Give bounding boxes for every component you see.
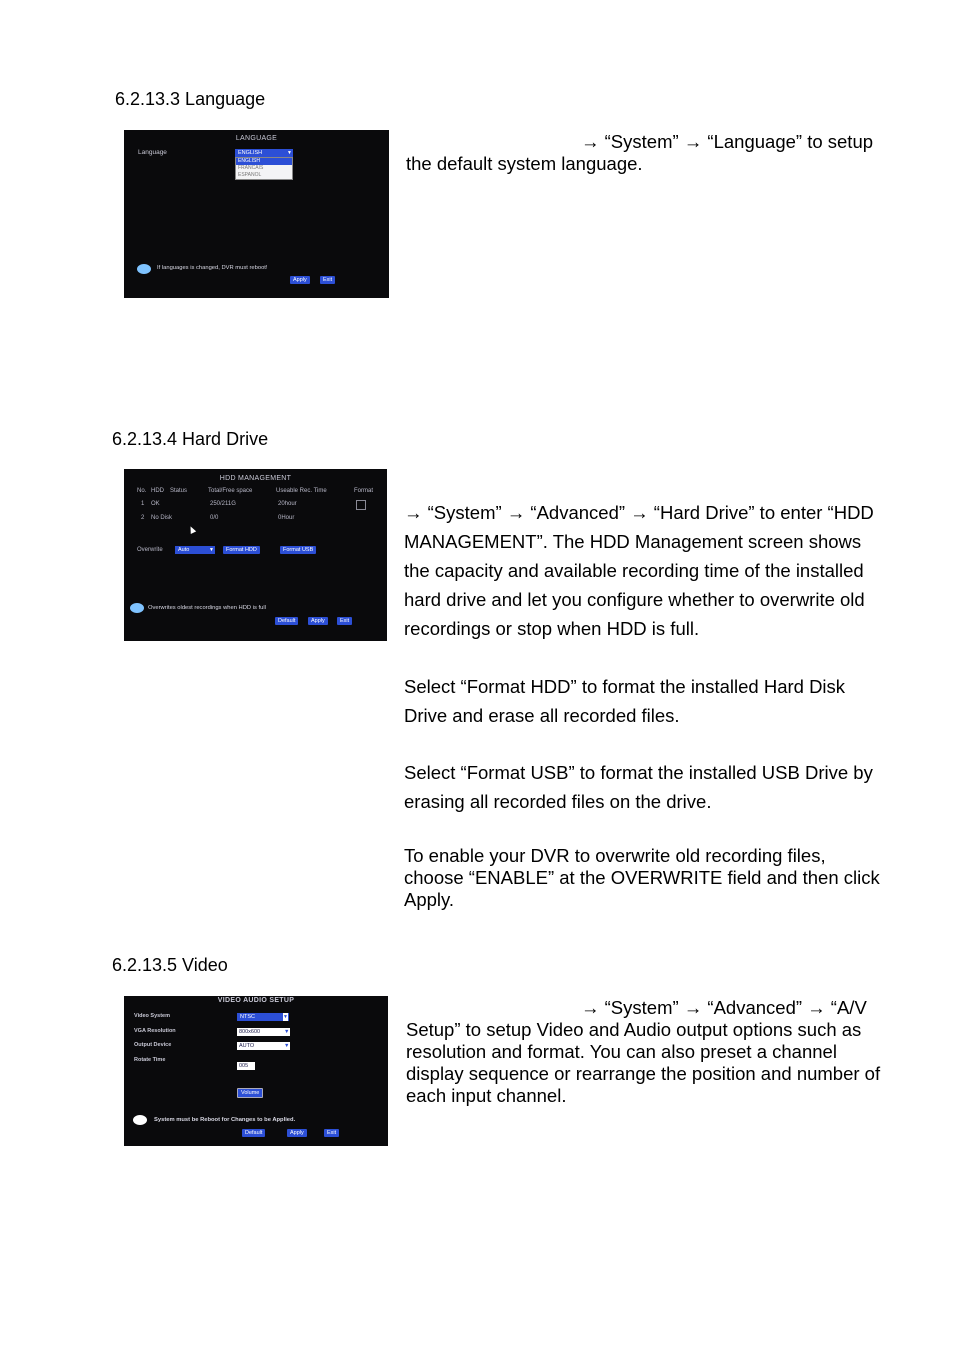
section-heading-language: 6.2.13.3 Language <box>115 89 266 109</box>
hdd-row2-time: 0Hour <box>278 515 295 521</box>
hdd-paragraph-3-line: erasing all recorded files on the drive. <box>404 791 712 812</box>
exit-button[interactable]: Exit <box>324 1129 339 1137</box>
hdd-paragraph-3-line: Select “Format USB” to format the installed USB Drive by <box>404 762 873 783</box>
output-device-select[interactable] <box>237 1042 283 1050</box>
hdd-row1-status: OK <box>151 501 160 507</box>
default-button[interactable]: Default <box>242 1129 265 1137</box>
hdd-col-rectime: Useable Rec. Time <box>276 488 327 494</box>
video-system-label: Video System <box>134 1013 170 1019</box>
video-description-line1: → “System” → “Advanced” → “A/V <box>581 997 867 1018</box>
apply-button[interactable]: Apply <box>308 617 328 625</box>
hdd-paragraph-1-line: MANAGEMENT”. The HDD Management screen shows <box>404 531 862 552</box>
apply-button[interactable]: Apply <box>287 1129 307 1137</box>
video-screen-note: System must be Reboot for Changes to be Applied. <box>154 1117 296 1123</box>
mouse-cursor-icon <box>188 525 196 534</box>
hdd-row1-format-checkbox[interactable] <box>356 500 366 510</box>
info-bubble-icon <box>130 603 144 613</box>
vga-resolution-select[interactable] <box>237 1028 283 1036</box>
video-audio-screenshot <box>124 996 388 1146</box>
hdd-paragraph-1-line: → “System” → “Advanced” → “Hard Drive” to enter “HDD <box>404 502 874 523</box>
rotate-time-label: Rotate Time <box>134 1057 166 1063</box>
hdd-paragraph-1-line: recordings or stop when HDD is full. <box>404 618 700 639</box>
video-description <box>406 997 916 1107</box>
exit-button[interactable]: Exit <box>337 617 352 625</box>
output-device-value: AUTO <box>239 1043 255 1049</box>
chevron-down-icon: ▼ <box>283 1014 288 1020</box>
language-select-value: ENGLISH <box>238 150 263 156</box>
chevron-down-icon: ▼ <box>281 1028 290 1036</box>
hdd-screenshot <box>124 469 387 641</box>
hdd-screen-note: Overwrites oldest recordings when HDD is full <box>148 605 266 611</box>
language-option[interactable]: ENGLISH <box>236 158 292 165</box>
hdd-col-format: Format <box>354 488 374 494</box>
hdd-row2-status: No Disk <box>151 515 173 521</box>
language-screen-note: If languages is changed, DVR must reboot! <box>157 265 268 271</box>
language-option[interactable]: FRANCAIS <box>238 165 264 171</box>
language-description <box>406 131 906 175</box>
hdd-row1-space: 250/211G <box>210 501 236 507</box>
hdd-col-status: Status <box>170 488 188 494</box>
chevron-down-icon: ▼ <box>209 547 214 553</box>
output-device-label: Output Device <box>134 1042 172 1048</box>
hdd-paragraph-1-line: hard drive and let you configure whether to overwrite old <box>404 589 865 610</box>
hdd-row2-no: 2 <box>141 515 145 521</box>
chevron-down-icon: ▼ <box>287 150 292 156</box>
exit-button[interactable]: Exit <box>320 276 335 284</box>
language-option[interactable]: ESPANOL <box>238 172 262 178</box>
hdd-row2-space: 0/0 <box>210 515 219 521</box>
hdd-paragraph-4-line: To enable your DVR to overwrite old recording files, <box>404 845 826 866</box>
section-heading-video: 6.2.13.5 Video <box>112 955 228 975</box>
hdd-col-hdd: HDD <box>151 488 164 494</box>
rotate-time-input[interactable] <box>237 1062 255 1070</box>
hdd-paragraph-2 <box>404 672 914 730</box>
hdd-screen-title: HDD MANAGEMENT <box>219 475 292 482</box>
chevron-down-icon: ▼ <box>281 1042 290 1050</box>
volume-button[interactable]: Volume <box>237 1088 263 1098</box>
video-description-line: display sequence or rearrange the position and number of <box>406 1063 881 1084</box>
overwrite-select[interactable] <box>175 546 215 554</box>
format-hdd-button[interactable]: Format HDD <box>223 546 260 554</box>
video-description-line: resolution and format. You can also preset a channel <box>406 1041 837 1062</box>
video-screen-title: VIDEO AUDIO SETUP <box>217 997 295 1004</box>
video-system-value: NTSC <box>240 1014 255 1020</box>
hdd-row1-time: 20hour <box>278 501 297 507</box>
default-button[interactable]: Default <box>275 617 298 625</box>
hdd-row1-no: 1 <box>141 501 145 507</box>
language-screenshot <box>124 130 389 298</box>
hdd-paragraph-4-line: Apply. <box>404 889 455 910</box>
language-select[interactable] <box>235 149 293 157</box>
format-usb-button[interactable]: Format USB <box>280 546 316 554</box>
hdd-paragraph-3 <box>404 758 914 816</box>
hdd-paragraph-4-line: choose “ENABLE” at the OVERWRITE field and then click <box>404 867 880 888</box>
hdd-paragraph-2-line: Select “Format HDD” to format the installed Hard Disk <box>404 676 846 697</box>
vga-resolution-label: VGA Resolution <box>134 1028 176 1034</box>
vga-resolution-value: 800x600 <box>239 1029 261 1035</box>
language-description-line1: → “System” → “Language” to setup <box>581 131 874 152</box>
overwrite-label: Overwrite <box>137 547 163 553</box>
language-dropdown-list <box>235 157 293 180</box>
info-bubble-icon <box>133 1115 147 1125</box>
hdd-col-space: Total/Free space <box>208 488 253 494</box>
info-bubble-icon <box>137 264 151 274</box>
video-system-select[interactable] <box>237 1013 289 1021</box>
hdd-paragraph-1-line: the capacity and available recording time of the installed <box>404 560 864 581</box>
apply-button[interactable]: Apply <box>290 276 310 284</box>
section-heading-hard-drive: 6.2.13.4 Hard Drive <box>112 429 269 449</box>
video-description-line: each input channel. <box>406 1085 567 1106</box>
hdd-col-no: No. <box>137 488 147 494</box>
language-screen-title: LANGUAGE <box>235 135 278 142</box>
hdd-paragraph-2-line: Drive and erase all recorded files. <box>404 705 680 726</box>
overwrite-select-value: Auto <box>178 547 190 553</box>
language-field-label: Language <box>138 149 167 156</box>
language-description-line2: the default system language. <box>406 153 643 174</box>
video-description-line: Setup” to setup Video and Audio output options such as <box>406 1019 862 1040</box>
rotate-time-value: 005 <box>239 1063 249 1069</box>
hdd-paragraph-4 <box>404 845 914 911</box>
hdd-paragraph-1 <box>404 498 914 643</box>
